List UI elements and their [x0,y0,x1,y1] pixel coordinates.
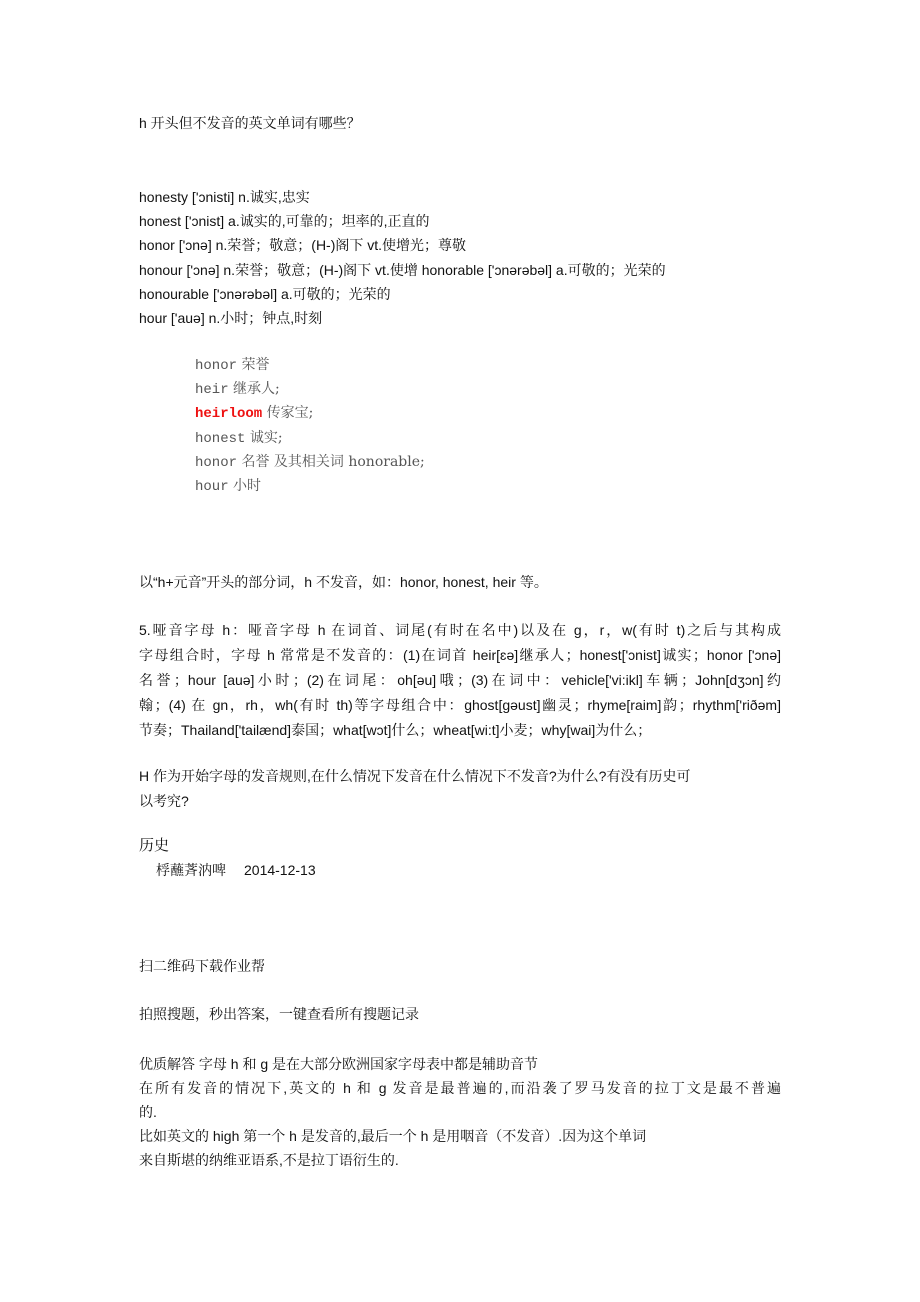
word-zh: 名誉 及其相关词 honorable; [237,453,425,470]
history-author: 桴蘸萕汭啤 [156,862,226,878]
word-zh: 小时 [228,477,262,494]
word-list-item [195,426,425,450]
answer-line: 比如英文的 high 第一个 h 是发音的,最后一个 h 是用咽音（不发音）.因为这个单词 [139,1128,647,1144]
answer-line: 的. [139,1104,157,1120]
h-vowel-note: 以“h+元音”开头的部分词，h 不发音，如：honor, honest, heir 等。 [139,574,548,590]
word-list-item [195,450,425,474]
answer-line: 在所有发音的情况下,英文的 h 和 g 发音是最普遍的,而沿袭了罗马发音的拉丁文是最不普遍 [139,1080,781,1096]
word-en: heir [195,382,229,399]
quality-answer [139,1052,781,1172]
paragraph-line: 以考究? [139,793,189,809]
definitions-list [139,185,666,330]
word-zh: 继承人; [228,381,280,398]
word-en: honest [195,430,246,447]
paragraph-line: 翰；(4) 在 gn，rh，wh(有时 th)等字母组合中：ghost[gəust]幽灵；rhyme[raim]韵；rhythm['riðəm] [139,697,781,713]
definition-honesty: honesty ['ɔnisti] n.诚实,忠实 [139,189,310,205]
definition-hour: hour ['auə] n.小时；钟点,时刻 [139,309,323,326]
question-title: h 开头但不发音的英文单词有哪些？ [139,115,361,131]
photo-search-prompt: 拍照搜题，秒出答案，一键查看所有搜题记录 [139,1006,419,1022]
paragraph-line: 节奏；Thailand['tailænd]泰国；what[wɔt]什么；wheat[wi:t]小麦；why[wai]为什么； [139,722,652,738]
word-list-item [195,401,425,425]
definition-honor: honor ['ɔnə] n.荣誉；敬意；(H-)阁下 vt.使增光；尊敬 [139,237,467,254]
definition-honest: honest ['ɔnist] a.诚实的,可靠的；坦率的,正直的 [139,213,430,230]
paragraph-line: 名誉；hour [auə]小时；(2)在词尾：oh[əu]哦；(3)在词中：vehicle['vi:ikl]车辆；John[dʒɔn]约 [139,672,781,688]
definition-honourable: honourable ['ɔnərəbəl] a.可敬的；光荣的 [139,285,391,302]
answer-line: 来自斯堪的纳维亚语系,不是拉丁语衍生的. [139,1152,399,1168]
paragraph-line: 5.哑音字母 h：哑音字母 h 在词首、词尾(有时在名中)以及在 g，r，w(有时 t)之后与其构成 [139,622,781,638]
paragraph-line: 字母组合时，字母 h 常常是不发音的：(1)在词首 heir[ɛə]继承人；honest['ɔnist]诚实；honor ['ɔnə] [139,647,781,663]
silent-h-rule-paragraph [139,618,781,743]
word-en: honor [195,454,238,471]
word-list-item [195,474,425,498]
qr-download-prompt: 扫二维码下载作业帮 [139,958,265,974]
answer-line: 优质解答 字母 h 和 g 是在大部分欧洲国家字母表中都是辅助音节 [139,1056,539,1072]
paragraph-line: H 作为开始字母的发音规则,在什么情况下发音在什么情况下不发音?为什么?有没有历史可 [139,768,691,784]
word-list-item [195,353,425,377]
definition-honour-honorable: honour ['ɔnə] n.荣誉；敬意；(H-)阁下 vt.使增 honorable ['ɔnərəbəl] a.可敬的；光荣的 [139,261,666,278]
word-en: hour [195,478,229,495]
history-date: 2014-12-13 [244,862,316,878]
word-list [195,353,425,498]
word-zh: 荣誉 [237,357,270,373]
word-list-item [195,377,425,401]
word-zh: 诚实; [245,429,283,446]
history-label: 历史 [139,837,170,854]
word-en: honor [195,358,238,374]
history-meta [156,860,316,880]
word-en-highlighted: heirloom [195,406,263,423]
word-zh: 传家宝; [262,405,314,422]
question-2-paragraph [139,764,781,814]
